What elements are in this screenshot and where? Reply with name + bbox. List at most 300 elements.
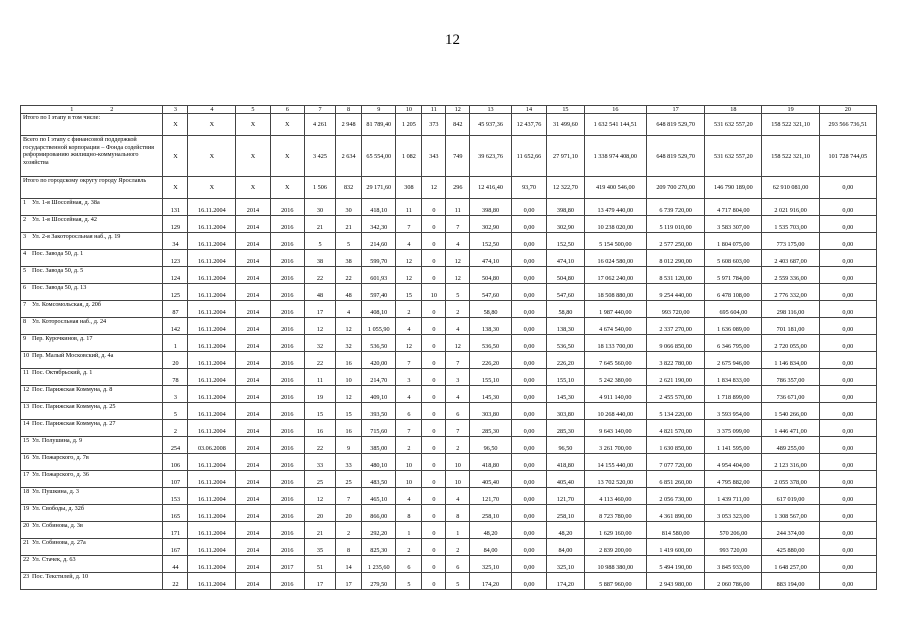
- cell-c3: 153: [163, 488, 188, 505]
- total-cell-c5: X: [236, 114, 270, 136]
- cell-c15: 547,60: [547, 284, 584, 301]
- cell-c9: 342,30: [362, 216, 396, 233]
- cell-c20: 0,00: [819, 505, 876, 522]
- cell-c15: 152,50: [547, 233, 584, 250]
- cell-c4: 16.11.2004: [188, 471, 236, 488]
- total-row-label: Всего по I этапу с финансовой поддержкой государственной корпорации – Фонда содействия реформированию жилищно-коммунального хозяйства: [21, 136, 163, 177]
- cell-c7: 35: [304, 539, 335, 556]
- cell-c10: 12: [396, 335, 422, 352]
- cell-c18: 4 717 804,00: [705, 199, 762, 216]
- cell-c20: 0,00: [819, 267, 876, 284]
- cell-c11: 0: [422, 505, 446, 522]
- cell-c19: 1 535 703,00: [762, 216, 819, 233]
- address-cell: [21, 437, 163, 454]
- cell-c9: 536,50: [362, 335, 396, 352]
- column-number: 17: [647, 106, 705, 114]
- total-cell-c20: 293 566 736,51: [819, 114, 876, 136]
- cell-c3: 125: [163, 284, 188, 301]
- cell-c3: 131: [163, 199, 188, 216]
- cell-c8: 20: [336, 505, 362, 522]
- cell-c6: 2016: [270, 250, 304, 267]
- address-text: Пос. Завода 50, д. 13: [32, 284, 87, 292]
- cell-c15: 145,30: [547, 386, 584, 403]
- cell-c9: 279,50: [362, 573, 396, 590]
- column-number: 12: [446, 106, 470, 114]
- address-cell: [21, 420, 163, 437]
- table-row: [21, 369, 877, 386]
- cell-c19: 489 255,00: [762, 437, 819, 454]
- cell-c11: 0: [422, 471, 446, 488]
- cell-c12: 3: [446, 369, 470, 386]
- cell-c18: 6 478 108,00: [705, 284, 762, 301]
- row-number: 6: [23, 284, 27, 292]
- cell-c20: 0,00: [819, 454, 876, 471]
- cell-c13: 258,10: [470, 505, 512, 522]
- cell-c11: 10: [422, 284, 446, 301]
- cell-c16: 4 911 140,00: [584, 386, 646, 403]
- cell-c5: 2014: [236, 199, 270, 216]
- cell-c14: 0,00: [511, 539, 546, 556]
- address-text: Ул. Комсомольская, д. 20б: [32, 301, 102, 309]
- cell-c17: 8 531 120,00: [647, 267, 705, 284]
- address-cell: [21, 505, 163, 522]
- cell-c6: 2017: [270, 556, 304, 573]
- cell-c6: 2016: [270, 199, 304, 216]
- row-number: 10: [23, 352, 30, 360]
- address-cell: [21, 386, 163, 403]
- cell-c11: 0: [422, 233, 446, 250]
- cell-c11: 0: [422, 403, 446, 420]
- cell-c17: 5 119 010,00: [647, 216, 705, 233]
- cell-c17: 4 361 890,00: [647, 505, 705, 522]
- cell-c17: 2 943 980,00: [647, 573, 705, 590]
- column-number: 9: [362, 106, 396, 114]
- total-cell-c20: 101 728 744,05: [819, 136, 876, 177]
- housing-register-table: [20, 105, 877, 590]
- table-row: [21, 420, 877, 437]
- cell-c13: 121,70: [470, 488, 512, 505]
- cell-c11: 0: [422, 369, 446, 386]
- cell-c13: 303,80: [470, 403, 512, 420]
- cell-c3: 142: [163, 318, 188, 335]
- cell-c4: 16.11.2004: [188, 216, 236, 233]
- cell-c11: 0: [422, 454, 446, 471]
- total-cell-c12: 296: [446, 177, 470, 199]
- cell-c4: 16.11.2004: [188, 250, 236, 267]
- total-cell-c4: X: [188, 114, 236, 136]
- table-row: [21, 573, 877, 590]
- cell-c3: 44: [163, 556, 188, 573]
- cell-c12: 4: [446, 488, 470, 505]
- cell-c8: 32: [336, 335, 362, 352]
- cell-c15: 84,00: [547, 539, 584, 556]
- address-text: Пос. Парижская Коммуна, д. 27: [32, 420, 116, 428]
- total-cell-c15: 27 971,10: [547, 136, 584, 177]
- cell-c15: 174,20: [547, 573, 584, 590]
- cell-c9: 480,10: [362, 454, 396, 471]
- cell-c4: 16.11.2004: [188, 539, 236, 556]
- cell-c16: 5 887 960,00: [584, 573, 646, 590]
- row-number: 23: [23, 573, 30, 581]
- cell-c19: 2 123 316,00: [762, 454, 819, 471]
- cell-c6: 2016: [270, 403, 304, 420]
- cell-c6: 2016: [270, 505, 304, 522]
- cell-c12: 5: [446, 284, 470, 301]
- address-cell: [21, 216, 163, 233]
- row-number: 20: [23, 522, 30, 530]
- cell-c7: 12: [304, 318, 335, 335]
- cell-c11: 0: [422, 352, 446, 369]
- total-cell-c7: 4 261: [304, 114, 335, 136]
- cell-c14: 0,00: [511, 250, 546, 267]
- cell-c20: 0,00: [819, 233, 876, 250]
- cell-c19: 2 021 916,00: [762, 199, 819, 216]
- cell-c13: 145,30: [470, 386, 512, 403]
- address-cell: [21, 573, 163, 590]
- cell-c6: 2016: [270, 216, 304, 233]
- cell-c9: 292,20: [362, 522, 396, 539]
- cell-c19: 1 540 266,00: [762, 403, 819, 420]
- cell-c11: 0: [422, 573, 446, 590]
- total-cell-c7: 3 425: [304, 136, 335, 177]
- cell-c12: 5: [446, 573, 470, 590]
- table-row: [21, 505, 877, 522]
- cell-c13: 58,80: [470, 301, 512, 318]
- table-row: [21, 386, 877, 403]
- cell-c9: 599,70: [362, 250, 396, 267]
- cell-c10: 7: [396, 420, 422, 437]
- table-row: [21, 267, 877, 284]
- total-cell-c9: 81 789,40: [362, 114, 396, 136]
- table-row: [21, 522, 877, 539]
- total-cell-c16: 1 338 974 408,00: [584, 136, 646, 177]
- cell-c20: 0,00: [819, 539, 876, 556]
- cell-c9: 214,70: [362, 369, 396, 386]
- column-number: [21, 106, 163, 114]
- cell-c13: 155,10: [470, 369, 512, 386]
- cell-c3: 124: [163, 267, 188, 284]
- cell-c16: 2 839 200,00: [584, 539, 646, 556]
- cell-c13: 48,20: [470, 522, 512, 539]
- cell-c5: 2014: [236, 573, 270, 590]
- total-cell-c17: 209 700 270,00: [647, 177, 705, 199]
- cell-c16: 1 629 160,00: [584, 522, 646, 539]
- cell-c20: 0,00: [819, 471, 876, 488]
- cell-c19: 773 175,00: [762, 233, 819, 250]
- cell-c17: 5 134 220,00: [647, 403, 705, 420]
- cell-c6: 2016: [270, 369, 304, 386]
- total-cell-c8: 2 948: [336, 114, 362, 136]
- cell-c19: 883 194,00: [762, 573, 819, 590]
- total-cell-c4: X: [188, 177, 236, 199]
- cell-c3: 34: [163, 233, 188, 250]
- cell-c14: 0,00: [511, 386, 546, 403]
- cell-c17: 4 821 570,00: [647, 420, 705, 437]
- cell-c4: 16.11.2004: [188, 420, 236, 437]
- cell-c13: 474,10: [470, 250, 512, 267]
- cell-c18: 1 636 089,00: [705, 318, 762, 335]
- table-row: [21, 556, 877, 573]
- cell-c19: 736 671,00: [762, 386, 819, 403]
- cell-c10: 2: [396, 437, 422, 454]
- cell-c5: 2014: [236, 233, 270, 250]
- total-cell-c15: 31 499,60: [547, 114, 584, 136]
- cell-c10: 7: [396, 352, 422, 369]
- cell-c15: 418,80: [547, 454, 584, 471]
- cell-c13: 302,90: [470, 216, 512, 233]
- cell-c3: 5: [163, 403, 188, 420]
- cell-c3: 106: [163, 454, 188, 471]
- cell-c16: 4 113 460,00: [584, 488, 646, 505]
- cell-c6: 2016: [270, 233, 304, 250]
- cell-c5: 2014: [236, 352, 270, 369]
- cell-c16: 10 988 380,00: [584, 556, 646, 573]
- cell-c11: 0: [422, 301, 446, 318]
- cell-c10: 7: [396, 216, 422, 233]
- cell-c8: 8: [336, 539, 362, 556]
- cell-c20: 0,00: [819, 250, 876, 267]
- cell-c17: 993 720,00: [647, 301, 705, 318]
- total-cell-c6: X: [270, 177, 304, 199]
- cell-c7: 32: [304, 335, 335, 352]
- total-cell-c10: 1 205: [396, 114, 422, 136]
- cell-c3: 165: [163, 505, 188, 522]
- cell-c8: 30: [336, 199, 362, 216]
- cell-c15: 96,50: [547, 437, 584, 454]
- cell-c5: 2014: [236, 403, 270, 420]
- cell-c3: 254: [163, 437, 188, 454]
- cell-c17: 6 739 720,00: [647, 199, 705, 216]
- cell-c18: 5 608 603,00: [705, 250, 762, 267]
- cell-c18: 1 834 833,00: [705, 369, 762, 386]
- cell-c10: 12: [396, 267, 422, 284]
- cell-c14: 0,00: [511, 573, 546, 590]
- cell-c12: 4: [446, 386, 470, 403]
- cell-c20: 0,00: [819, 335, 876, 352]
- cell-c18: 1 141 595,00: [705, 437, 762, 454]
- cell-c4: 16.11.2004: [188, 403, 236, 420]
- cell-c19: 1 648 257,00: [762, 556, 819, 573]
- cell-c13: 152,50: [470, 233, 512, 250]
- total-cell-c8: 2 634: [336, 136, 362, 177]
- address-cell: [21, 556, 163, 573]
- total-cell-c3: X: [163, 136, 188, 177]
- cell-c11: 0: [422, 522, 446, 539]
- cell-c5: 2014: [236, 488, 270, 505]
- cell-c18: 1 439 711,00: [705, 488, 762, 505]
- cell-c9: 715,60: [362, 420, 396, 437]
- cell-c5: 2014: [236, 505, 270, 522]
- cell-c3: 167: [163, 539, 188, 556]
- cell-c7: 16: [304, 420, 335, 437]
- cell-c6: 2016: [270, 386, 304, 403]
- cell-c4: 16.11.2004: [188, 573, 236, 590]
- address-cell: [21, 539, 163, 556]
- cell-c19: 425 880,00: [762, 539, 819, 556]
- cell-c20: 0,00: [819, 437, 876, 454]
- address-text: Ул. 2-я Закоторосльная наб., д. 19: [32, 233, 121, 241]
- row-number: 22: [23, 556, 30, 564]
- cell-c19: 244 374,00: [762, 522, 819, 539]
- row-number: 9: [23, 335, 27, 343]
- row-number: 12: [23, 386, 30, 394]
- cell-c9: 465,10: [362, 488, 396, 505]
- cell-c16: 5 154 500,00: [584, 233, 646, 250]
- table-row: [21, 216, 877, 233]
- total-cell-c5: X: [236, 177, 270, 199]
- total-cell-c17: 648 819 529,70: [647, 136, 705, 177]
- cell-c6: 2016: [270, 488, 304, 505]
- cell-c8: 38: [336, 250, 362, 267]
- total-cell-c8: 832: [336, 177, 362, 199]
- cell-c10: 5: [396, 573, 422, 590]
- cell-c7: 15: [304, 403, 335, 420]
- cell-c14: 0,00: [511, 199, 546, 216]
- total-row: [21, 136, 877, 177]
- cell-c19: 2 720 055,00: [762, 335, 819, 352]
- cell-c14: 0,00: [511, 284, 546, 301]
- cell-c18: 993 720,00: [705, 539, 762, 556]
- cell-c6: 2016: [270, 301, 304, 318]
- cell-c18: 570 206,00: [705, 522, 762, 539]
- cell-c15: 48,20: [547, 522, 584, 539]
- column-number: 7: [304, 106, 335, 114]
- cell-c12: 1: [446, 522, 470, 539]
- cell-c11: 0: [422, 199, 446, 216]
- total-cell-c5: X: [236, 136, 270, 177]
- row-number: 3: [23, 233, 27, 241]
- cell-c4: 16.11.2004: [188, 267, 236, 284]
- cell-c3: 129: [163, 216, 188, 233]
- column-number: 14: [511, 106, 546, 114]
- cell-c10: 4: [396, 488, 422, 505]
- column-number: 20: [819, 106, 876, 114]
- cell-c5: 2014: [236, 386, 270, 403]
- cell-c15: 302,90: [547, 216, 584, 233]
- address-text: Пер. Курочкинов, д. 17: [32, 335, 93, 343]
- cell-c5: 2014: [236, 250, 270, 267]
- total-cell-c11: 12: [422, 177, 446, 199]
- cell-c18: 3 583 307,00: [705, 216, 762, 233]
- cell-c4: 16.11.2004: [188, 522, 236, 539]
- cell-c4: 16.11.2004: [188, 318, 236, 335]
- total-cell-c19: 158 522 321,10: [762, 114, 819, 136]
- total-cell-c6: X: [270, 136, 304, 177]
- cell-c8: 17: [336, 573, 362, 590]
- cell-c13: 398,80: [470, 199, 512, 216]
- column-number-1: 1: [70, 106, 74, 113]
- table-row: [21, 301, 877, 318]
- address-cell: [21, 369, 163, 386]
- cell-c12: 2: [446, 539, 470, 556]
- cell-c3: 87: [163, 301, 188, 318]
- cell-c5: 2014: [236, 216, 270, 233]
- cell-c6: 2016: [270, 454, 304, 471]
- cell-c9: 866,00: [362, 505, 396, 522]
- cell-c9: 1 235,60: [362, 556, 396, 573]
- total-cell-c3: X: [163, 114, 188, 136]
- cell-c17: 2 056 730,00: [647, 488, 705, 505]
- cell-c11: 0: [422, 335, 446, 352]
- page-number: 12: [445, 32, 460, 48]
- cell-c17: 6 851 260,00: [647, 471, 705, 488]
- cell-c8: 33: [336, 454, 362, 471]
- cell-c7: 20: [304, 505, 335, 522]
- cell-c16: 18 133 700,00: [584, 335, 646, 352]
- cell-c7: 21: [304, 522, 335, 539]
- cell-c4: 16.11.2004: [188, 505, 236, 522]
- row-number: 16: [23, 454, 30, 462]
- cell-c17: 9 254 440,00: [647, 284, 705, 301]
- cell-c16: 16 024 580,00: [584, 250, 646, 267]
- cell-c15: 474,10: [547, 250, 584, 267]
- cell-c8: 9: [336, 437, 362, 454]
- cell-c13: 138,30: [470, 318, 512, 335]
- cell-c6: 2016: [270, 284, 304, 301]
- cell-c7: 12: [304, 488, 335, 505]
- cell-c6: 2016: [270, 335, 304, 352]
- cell-c13: 174,20: [470, 573, 512, 590]
- cell-c17: 5 494 190,00: [647, 556, 705, 573]
- total-cell-c18: 531 632 557,20: [705, 114, 762, 136]
- cell-c4: 16.11.2004: [188, 352, 236, 369]
- cell-c16: 7 645 560,00: [584, 352, 646, 369]
- cell-c3: 2: [163, 420, 188, 437]
- column-number: 16: [584, 106, 646, 114]
- cell-c20: 0,00: [819, 522, 876, 539]
- cell-c18: 5 971 784,00: [705, 267, 762, 284]
- row-number: 11: [23, 369, 29, 377]
- cell-c19: 2 403 687,00: [762, 250, 819, 267]
- cell-c3: 171: [163, 522, 188, 539]
- cell-c10: 10: [396, 454, 422, 471]
- address-cell: [21, 488, 163, 505]
- cell-c13: 96,50: [470, 437, 512, 454]
- address-text: Ул. Пожарского, д. 36: [32, 471, 89, 479]
- cell-c17: 2 455 570,00: [647, 386, 705, 403]
- column-number: 8: [336, 106, 362, 114]
- cell-c7: 11: [304, 369, 335, 386]
- column-number: 6: [270, 106, 304, 114]
- address-text: Ул. Собинова, д. 3в: [32, 522, 83, 530]
- cell-c10: 12: [396, 250, 422, 267]
- address-cell: [21, 267, 163, 284]
- cell-c7: 25: [304, 471, 335, 488]
- cell-c16: 3 261 700,00: [584, 437, 646, 454]
- cell-c9: 1 055,90: [362, 318, 396, 335]
- address-text: Пос. Парижская Коммуна, д. 25: [32, 403, 116, 411]
- total-cell-c15: 12 322,70: [547, 177, 584, 199]
- total-cell-c9: 65 554,00: [362, 136, 396, 177]
- address-cell: [21, 454, 163, 471]
- cell-c11: 0: [422, 216, 446, 233]
- cell-c18: 3 375 099,00: [705, 420, 762, 437]
- total-cell-c20: 0,00: [819, 177, 876, 199]
- cell-c10: 4: [396, 233, 422, 250]
- address-text: Ул. Собинова, д. 27а: [32, 539, 86, 547]
- address-text: Ул. Полушина, д. 9: [32, 437, 83, 445]
- cell-c5: 2014: [236, 522, 270, 539]
- cell-c9: 385,00: [362, 437, 396, 454]
- cell-c16: 9 643 140,00: [584, 420, 646, 437]
- cell-c4: 16.11.2004: [188, 556, 236, 573]
- cell-c5: 2014: [236, 437, 270, 454]
- cell-c11: 0: [422, 437, 446, 454]
- cell-c8: 12: [336, 386, 362, 403]
- cell-c18: 1 804 075,00: [705, 233, 762, 250]
- cell-c5: 2014: [236, 420, 270, 437]
- address-cell: [21, 233, 163, 250]
